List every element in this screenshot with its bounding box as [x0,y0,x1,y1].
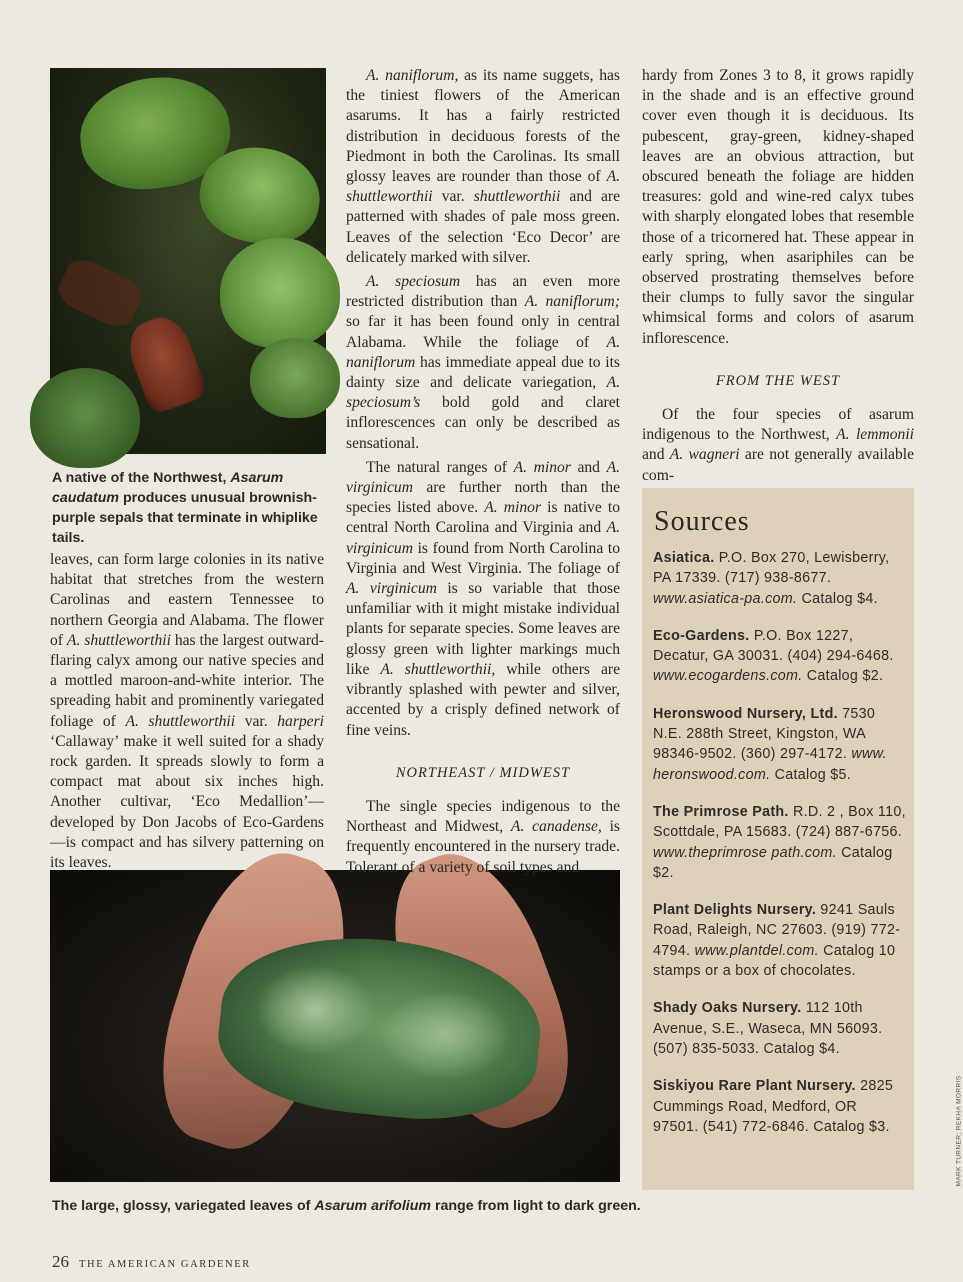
source-entry: The Primrose Path. R.D. 2 , Box 110, Scottdale, PA 15683. (724) 887-6756. www.theprimrose path.com. Catalog $2. [653,803,906,881]
article-column-3 [642,66,914,490]
paragraph: A. speciosum has an even more restricted distribution than A. naniflorum; so far it has been found only in central Alabama. While the foliage of A. naniflorum has immediate appeal due to its dainty size and delicate variegation, A. speciosum’s bold gold and claret inflorescences can only be described as sensational. [346,273,621,452]
article-column-2 [346,66,620,882]
paragraph: A. naniflorum, as its name suggets, has the tiniest flowers of the American asarums. It has a fairly restricted distribution in deciduous forests of the Piedmont in both the Carolinas. Its small glossy leaves are rounder than those of A. shuttleworthii var. shuttleworthii and are patterned with shades of pale moss green. Leaves of the selection ‘Eco Decor’ are delicately marked with silver. [346,67,620,266]
article-column-1 [50,550,324,877]
paragraph: Of the four species of asarum indigenous to the Northwest, A. lemmonii and A. wagneri are not generally available com- [642,406,914,484]
source-entry: Siskiyou Rare Plant Nursery. 2825 Cummings Road, Medford, OR 97501. (541) 772-6846. Catalog $3. [653,1078,894,1135]
photo-caption-bottom: The large, glossy, variegated leaves of Asarum arifolium range from light to dark green. [52,1198,641,1214]
asarum-caudatum-photo [50,68,326,454]
paragraph: The single species indigenous to the Northeast and Midwest, A. canadense, is frequently encountered in the nursery trade. Tolerant of a variety of soil types and [346,797,620,876]
source-entry: Heronswood Nursery, Ltd. 7530 N.E. 288th Street, Kingston, WA 98346-9502. (360) 297-4172. www. heronswood.com. Catalog $5. [653,705,887,783]
magazine-name: THE AMERICAN GARDENER [79,1259,251,1270]
sources-sidebar [642,488,914,1190]
page-number: 26 [52,1252,69,1271]
photo-caption-top: A native of the Northwest, Asarum caudatum produces unusual brownish-purple sepals that terminate in whiplike tails. [52,470,318,546]
paragraph: leaves, can form large colonies in its native habitat that stretches from the western Carolinas and eastern Tennessee to northern Georgia and Alabama. The flower of A. shuttleworthii has the largest outward-flaring calyx among our native species and a mottled maroon-and-white interior. The spreading habit and prominently variegated foliage of A. shuttleworthii var. harperi ‘Callaway’ make it well suited for a shady rock garden. It spreads slowly to form a compact mat about six inches high. Another cultivar, ‘Eco Medallion’—developed by Don Jacobs of Eco-Gardens—is compact and has silvery patterning on its leaves. [50,551,324,872]
page-footer [52,1252,251,1272]
section-heading-from-the-west: FROM THE WEST [715,372,841,389]
photo-credit: MARK TURNER; REKHA MORRIS [955,1075,963,1187]
section-heading-northeast-midwest: NORTHEAST / MIDWEST [395,764,571,781]
source-entry: Plant Delights Nursery. 9241 Sauls Road, Raleigh, NC 27603. (919) 772- 4794. www.plantdel.com. Catalog 10 stamps or a box of chocolates. [653,902,901,980]
source-entry: Asiatica. P.O. Box 270, Lewisberry, PA 17339. (717) 938-8677. www.asiatica-pa.com. Catalog $4. [653,550,890,607]
paragraph: hardy from Zones 3 to 8, it grows rapidly in the shade and is an effective ground cover even though it is deciduous. Its pubescent, gray-green, kidney-shaped leaves are an obvious attraction, but obscured beneath the foliage are hidden treasures: gold and wine-red calyx tubes with sharply elongated lobes that resemble those of a tricornered hat. These appear in early spring, when asariphiles can be observed prostrating themselves before their clumps to fully savor the singular whimsical forms and colors of asarum inflorescence. [642,67,914,347]
source-entry: Shady Oaks Nursery. 112 10th Avenue, S.E., Waseca, MN 56093. (507) 835-5033. Catalog $4. [653,1000,883,1057]
sources-title: Sources [654,506,750,537]
source-entry: Eco-Gardens. P.O. Box 1227, Decatur, GA 30031. (404) 294-6468. www.ecogardens.com. Catalog $2. [653,627,894,685]
paragraph: The natural ranges of A. minor and A. virginicum are further north than the species listed above. A. minor is native to central North Carolina and Virginia and A. virginicum is found from North Carolina to Virginia and West Virginia. The foliage of A. virginicum is so variable that those unfamiliar with it might mistake individual plants for separate species. Some leaves are glossy green with lighter markings much like A. shuttleworthii, while others are vibrantly splashed with pewter and silver, accented by a crisply defined network of fine veins. [346,458,621,739]
asarum-arifolium-photo [50,870,620,1182]
